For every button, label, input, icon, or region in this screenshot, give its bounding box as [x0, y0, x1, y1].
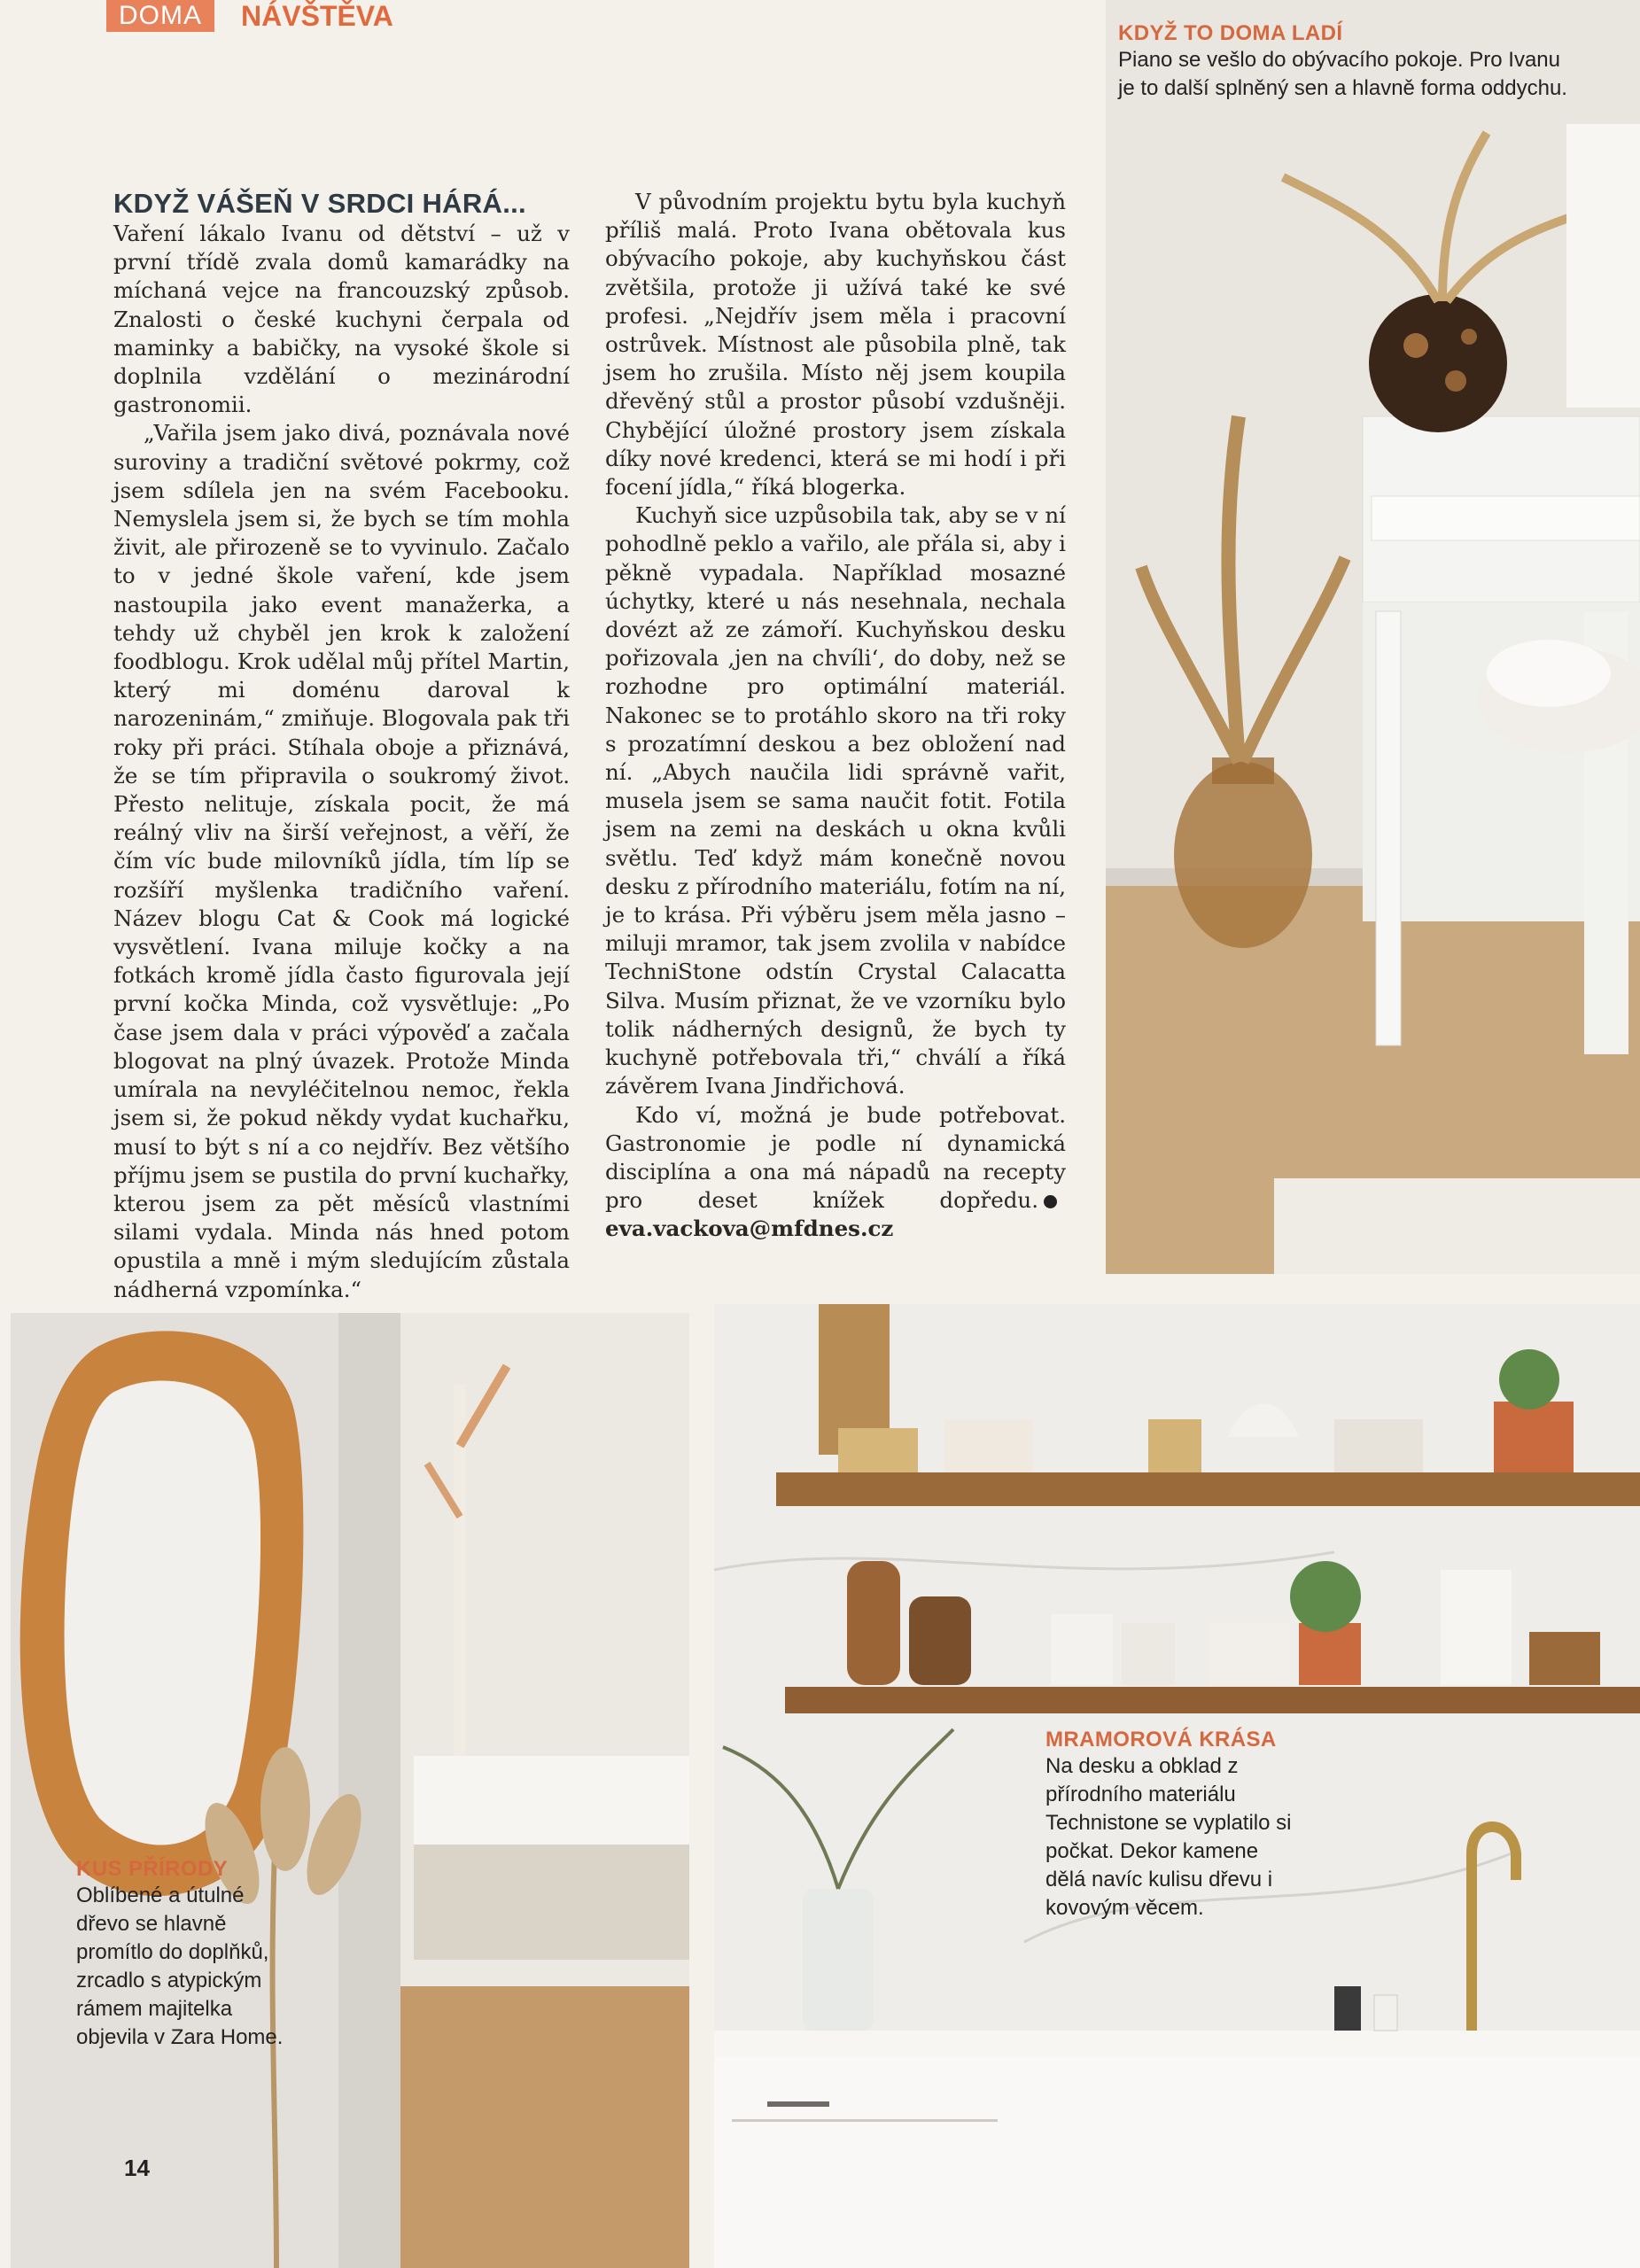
caption-nature-text: Oblíbené a útulné dřevo se hlavně promítlo do doplňků, zrcadlo s atypickým rámem majitelka objevila v Zara Home. — [76, 1884, 284, 2049]
paragraph: Kuchyň sice uzpůsobila tak, aby se v ní pohodlně peklo a vařilo, ale přála si, aby i pěkně vypadala. Například mosazné úchytky, které u nás nesehnala, nechala dovézt až ze zámoří. Kuchyňskou desku pořizovala ‚jen na chvíli‘, do doby, než se rozhodne pro optimální materiál. Nakonec se to protáhlo skoro na tři roky s prozatímní deskou a bez obložení nad ní. „Abych naučila lidi správně vařit, musela jsem se sama naučit fotit. Fotila jsem na zemi na deskách u okna kvůli světlu. Teď když mám konečně novou desku z přírodního materiálu, fotím na ní, je to krása. Při výběru jsem měla jasno – miluji mramor, tak jsem zvolila v nabídce TechniStone odstín Crystal Calacatta Silva. Musím přiznat, že ve vzorníku bylo tolik nádherných designů, že bych ty kuchyně potřebovala tři,“ chválí a říká závěrem Ivana Jindřichová. — [605, 502, 1066, 1099]
paragraph: „Vařila jsem jako divá, poznávala nové suroviny a tradiční světové pokrmy, což jsem sdílela jen na svém Facebooku. Nemyslela jsem si, že bych se tím mohla živit, ale přirozeně se to vyvinulo. Začalo to v jedné škole vaření, kde jsem nastoupila jako event manažerka, a tehdy už chyběl jen krok k založení foodblogu. Krok udělal můj přítel Martin, který mi doménu daroval k narozeninám,“ zmiňuje. Blogovala pak tři roky při práci. Stíhala oboje a přiznává, že se tím připravila o soukromý život. Přesto nelituje, získala pocit, že má reálný vliv na širší veřejnost, a věří, že čím víc bude milovníků jídla, tím líp se rozšíří myšlenka tradičního vaření. Název blogu Cat & Cook má logické vysvětlení. Ivana miluje kočky a na fotkách kromě jídla často figurovala její první kočka Minda, což vysvětluje: „Po čase jsem dala v práci výpověď a začala blogovat na plný úvazek. Protože Minda umírala na nevyléčitelnou nemoc, řekla jsem si, že pokud někdy vydat kuchařku, musí to být s ní a co nejdřív. Bez většího příjmu jsem se pustila do první kuchařky, kterou jsem za pět měsíců vlastními silami vydala. Minda nás hned potom opustila a mně i mým sledujícím zůstala nádherná vzpomínka.“ — [113, 420, 570, 1302]
caption-piano-title: KDYŽ TO DOMA LADÍ — [1118, 21, 1343, 45]
caption-nature-title: KUS PŘÍRODY — [76, 1857, 229, 1881]
mirror-photo — [11, 1313, 689, 2268]
end-bullet — [1044, 1195, 1057, 1208]
caption-piano-text: Piano se vešlo do obývacího pokoje. Pro Ivanu je to další splněný sen a hlavně forma oddychu. — [1118, 48, 1567, 100]
paragraph: Vaření lákalo Ivanu od dětství – už v první třídě zvala domů kamarádky na míchaná vejce na francouzský způsob. Znalosti o české kuchyni čerpala od maminky a babičky, na vysoké škole si doplnila vzdělání o mezinárodní gastronomii. — [113, 221, 570, 418]
section-label: DOMA — [106, 0, 214, 32]
caption-marble-title: MRAMOROVÁ KRÁSA — [1045, 1728, 1277, 1751]
subsection-label: NÁVŠTĚVA — [241, 0, 393, 32]
caption-nature — [76, 1857, 298, 2052]
article-column-left — [113, 188, 570, 1496]
paragraph-text: Kdo ví, možná je bude potřebovat. Gastronomie je podle ní dynamická disciplína a ona má nápadů na recepty pro deset knížek dopředu. — [605, 1101, 1066, 1214]
piano-photo — [1106, 0, 1640, 1274]
mirror-scene — [11, 1313, 689, 2268]
piano-scene — [1106, 0, 1640, 1274]
article-column-middle — [605, 188, 1066, 1244]
paragraph: V původním projektu bytu byla kuchyň příliš malá. Proto Ivana obětovala kus obývacího pokoje, aby kuchyňskou část zvětšila, protože ji užívá také ke své profesi. „Nejdřív jsem měla i pracovní ostrůvek. Místnost ale působila plně, tak jsem ho zrušila. Místo něj jsem koupila dřevěný stůl a prostor působí vzdušněji. Chybějící úložné prostory jsem získala díky nové kredenci, která se mi hodí i při focení jídla,“ říká blogerka. — [605, 189, 1066, 501]
page-number: 14 — [124, 2155, 150, 2181]
caption-piano — [1118, 21, 1579, 103]
heading-passion: KDYŽ VÁŠEŇ V SRDCI HÁRÁ... — [113, 188, 526, 219]
paragraph — [605, 1101, 1066, 1244]
author-email: eva.vackova@mfdnes.cz — [605, 1216, 894, 1242]
caption-marble — [1045, 1728, 1302, 1922]
caption-marble-text: Na desku a obklad z přírodního materiálu Technistone se vyplatilo si počkat. Dekor kamene dělá navíc kulisu dřevu i kovovým věcem. — [1045, 1754, 1292, 1920]
